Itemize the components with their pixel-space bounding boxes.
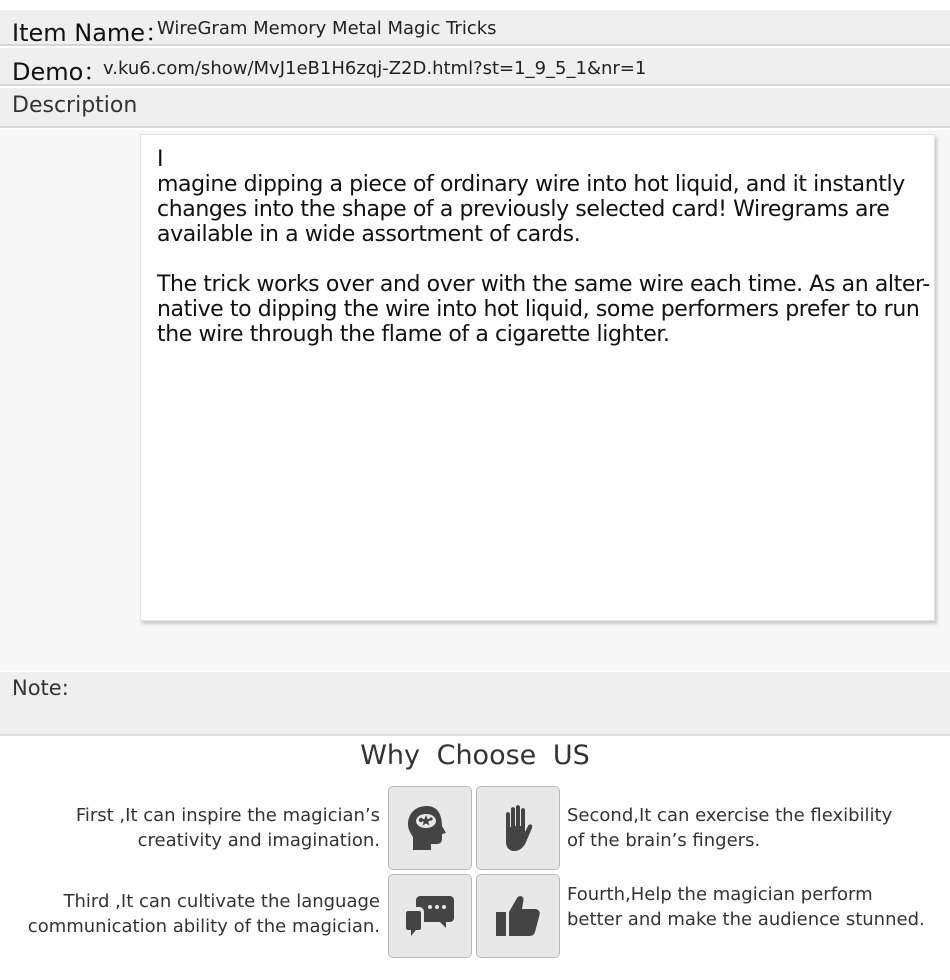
feature-line: First ,It can inspire the magician’s <box>75 805 380 826</box>
hand-icon-tile <box>476 786 560 870</box>
why-choose-us-title: Why Choose US <box>360 740 590 771</box>
description-area <box>0 130 950 670</box>
thumbs-up-icon-tile <box>476 874 560 958</box>
demo-link[interactable]: v.ku6.com/show/MvJ1eB1H6zqj-Z2D.html?st=1_9_5_1&nr=1 <box>103 58 647 79</box>
description-paragraph-2: The trick works over and over with the same wire each time. As an alter- native to dipping the wire into hot liquid, some performers prefer to run the wire through the flame of a cigarette lighter. <box>157 272 930 347</box>
feature-first-text <box>0 803 380 853</box>
feature-line: of the brain’s fingers. <box>567 830 761 851</box>
item-name-row <box>0 10 950 46</box>
feature-second-text <box>567 803 947 853</box>
demo-row <box>0 48 950 86</box>
thumbs-up-icon <box>490 888 546 944</box>
description-paragraph-1: magine dipping a piece of ordinary wire into hot liquid, and it instantly changes into the shape of a previously selected card! Wiregrams are available in a wide assortment of cards. <box>157 172 905 247</box>
head-brain-icon <box>402 800 458 856</box>
demo-label: Demo： <box>12 58 108 86</box>
item-name-label: Item Name： <box>12 19 170 47</box>
note-row <box>0 672 950 736</box>
feature-line: better and make the audience stunned. <box>567 909 925 930</box>
hand-icon <box>490 800 546 856</box>
feature-line: creativity and imagination. <box>137 830 380 851</box>
item-name-value: WireGram Memory Metal Magic Tricks <box>157 18 497 39</box>
feature-line: Second,It can exercise the flexibility <box>567 805 893 826</box>
chat-bubbles-icon-tile <box>388 874 472 958</box>
feature-third-text <box>0 889 380 939</box>
description-initial: I <box>157 147 164 172</box>
feature-line: Fourth,Help the magician perform <box>567 884 873 905</box>
feature-line: communication ability of the magician. <box>27 916 380 937</box>
description-box <box>140 134 935 621</box>
feature-fourth-text <box>567 882 947 932</box>
description-text <box>157 147 937 347</box>
description-header <box>0 88 950 128</box>
note-label: Note: <box>12 676 69 700</box>
head-brain-icon-tile <box>388 786 472 870</box>
feature-line: Third ,It can cultivate the language <box>63 891 380 912</box>
chat-bubbles-icon <box>402 888 458 944</box>
description-label: Description <box>12 93 138 118</box>
